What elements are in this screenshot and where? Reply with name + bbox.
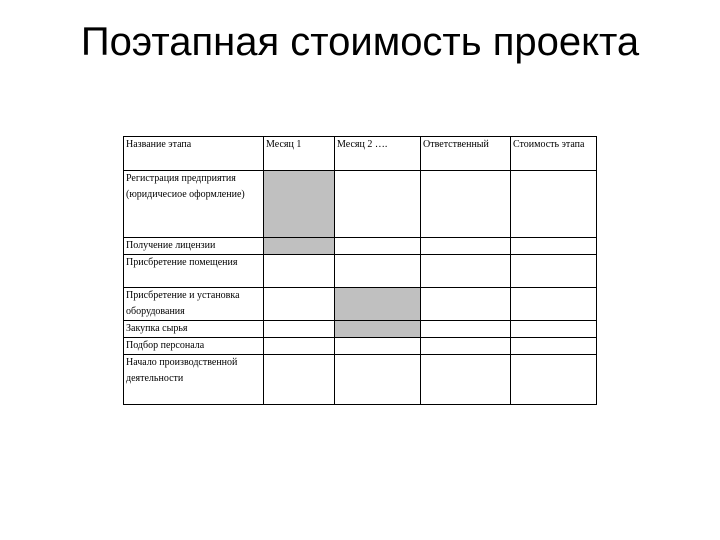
header-stage-name: Название этапа — [124, 137, 264, 171]
month-1-cell — [264, 321, 335, 338]
stage-name-cell: Регистрация предприятия (юридичесиое оформление) — [124, 171, 264, 238]
stage-cost-cell — [511, 238, 597, 255]
table-row — [124, 255, 597, 288]
responsible-cell — [421, 238, 511, 255]
month-2-cell — [335, 288, 421, 321]
header-month-2: Месяц 2 …. — [335, 137, 421, 171]
table-row — [124, 171, 597, 238]
month-2-cell — [335, 255, 421, 288]
responsible-cell — [421, 255, 511, 288]
stage-cost-cell — [511, 355, 597, 405]
stage-cost-cell — [511, 288, 597, 321]
responsible-cell — [421, 171, 511, 238]
stage-cost-cell — [511, 255, 597, 288]
month-2-cell — [335, 171, 421, 238]
month-1-cell — [264, 255, 335, 288]
month-2-cell — [335, 238, 421, 255]
stage-name-cell: Подбор персонала — [124, 338, 264, 355]
month-1-cell — [264, 338, 335, 355]
project-cost-table — [123, 136, 597, 405]
table-row — [124, 321, 597, 338]
month-1-cell — [264, 355, 335, 405]
month-2-cell — [335, 355, 421, 405]
header-month-1: Месяц 1 — [264, 137, 335, 171]
responsible-cell — [421, 288, 511, 321]
month-1-cell — [264, 288, 335, 321]
responsible-cell — [421, 338, 511, 355]
table-row — [124, 238, 597, 255]
stage-cost-cell — [511, 338, 597, 355]
table-row — [124, 338, 597, 355]
header-stage-cost: Стоимость этапа — [511, 137, 597, 171]
stage-name-cell: Начало производственной деятельности — [124, 355, 264, 405]
table-row — [124, 355, 597, 405]
stage-cost-cell — [511, 321, 597, 338]
month-1-cell — [264, 171, 335, 238]
stage-name-cell: Присбретение помещения — [124, 255, 264, 288]
month-2-cell — [335, 338, 421, 355]
header-responsible: Ответственный — [421, 137, 511, 171]
table-header-row — [124, 137, 597, 171]
stage-name-cell: Присбретение и установка оборудования — [124, 288, 264, 321]
slide-title: Поэтапная стоимость проекта — [80, 20, 640, 64]
responsible-cell — [421, 355, 511, 405]
table-row — [124, 288, 597, 321]
month-1-cell — [264, 238, 335, 255]
month-2-cell — [335, 321, 421, 338]
responsible-cell — [421, 321, 511, 338]
stage-name-cell: Получение лицензии — [124, 238, 264, 255]
stage-name-cell: Закупка сырья — [124, 321, 264, 338]
stage-cost-cell — [511, 171, 597, 238]
